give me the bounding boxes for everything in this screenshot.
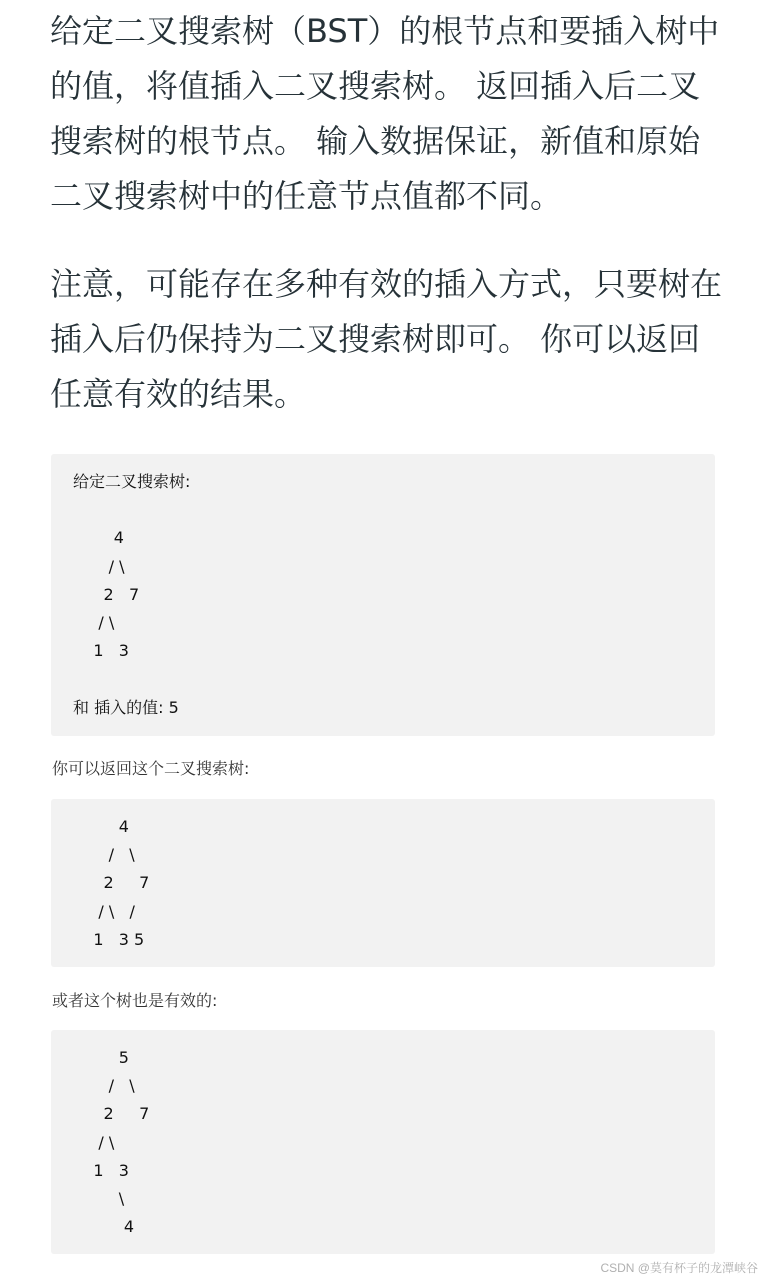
example-output-caption-2: 或者这个树也是有效的: xyxy=(52,991,218,1010)
example-input-block xyxy=(51,454,715,736)
example-output-text-2: 5 / \ 2 7 / \ 1 3 \ 4 xyxy=(93,1048,150,1237)
description-paragraph-1: 给定二叉搜索树（BST）的根节点和要插入树中的值，将值插入二叉搜索树。 返回插入后二叉搜索树的根节点。 输入数据保证，新值和原始二叉搜索树中的任意节点值都不同。 xyxy=(50,12,720,215)
csdn-watermark: CSDN @莫有杯子的龙潭峡谷 xyxy=(600,1261,758,1275)
example-output-block-1 xyxy=(51,799,715,967)
example-output-text-1: 4 / \ 2 7 / \ / 1 3 5 xyxy=(93,817,150,949)
description-paragraph-2: 注意，可能存在多种有效的插入方式，只要树在插入后仍保持为二叉搜索树即可。 你可以返回任意有效的结果。 xyxy=(50,265,723,413)
example-output-block-2 xyxy=(51,1030,715,1254)
example-output-caption-1: 你可以返回这个二叉搜索树: xyxy=(52,759,250,778)
example-input-text: 给定二叉搜索树: 4 / \ 2 7 / \ 1 3 和 插入的值: 5 xyxy=(73,472,191,717)
